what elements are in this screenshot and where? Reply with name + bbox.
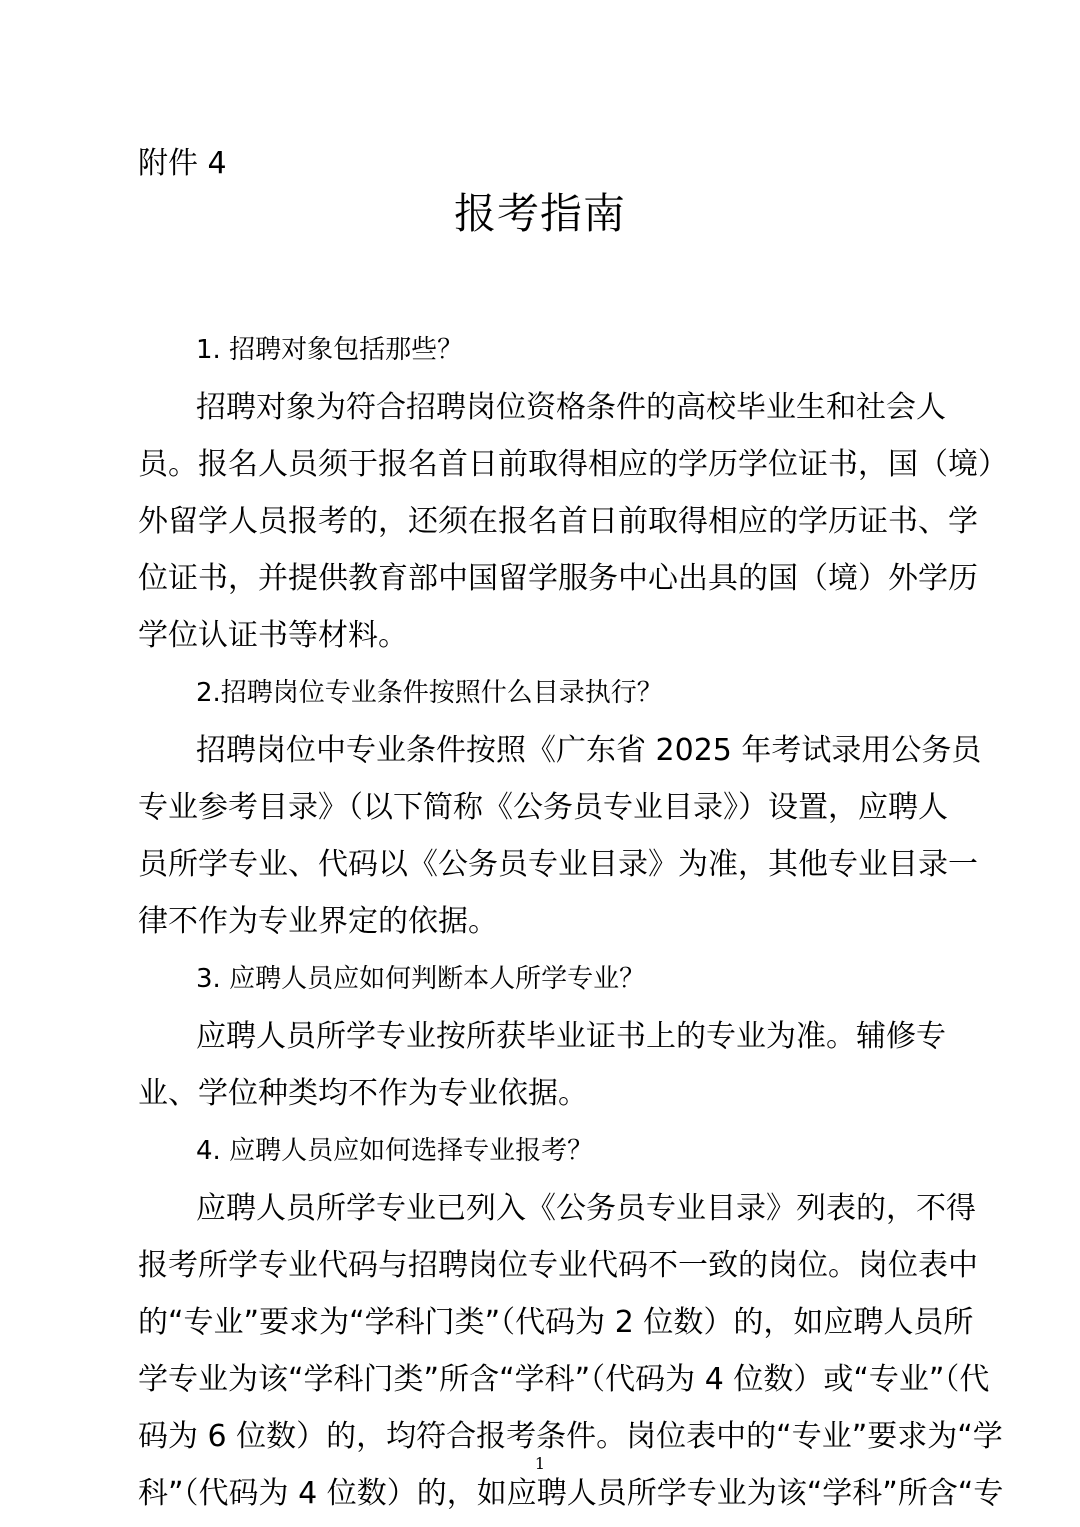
answer-1-line-5: 学位认证书等材料。: [138, 618, 408, 653]
answer-4-line-3: 的“专业”要求为“学科门类”（代码为 2 位数）的，如应聘人员所: [138, 1305, 974, 1340]
answer-1-line-3: 外留学人员报考的，还须在报名首日前取得相应的学历证书、学: [138, 504, 978, 539]
attachment-label: 附件 4: [138, 146, 227, 181]
answer-1-line-1: 招聘对象为符合招聘岗位资格条件的高校毕业生和社会人: [196, 390, 946, 425]
answer-1-line-2: 员。报名人员须于报名首日前取得相应的学历学位证书，国（境）: [138, 447, 1008, 482]
question-2: 2.招聘岗位专业条件按照什么目录执行？: [196, 678, 663, 708]
answer-3-line-1: 应聘人员所学专业按所获毕业证书上的专业为准。辅修专: [196, 1019, 946, 1054]
answer-4-line-6: 科”（代码为 4 位数）的，如应聘人员所学专业为该“学科”所含“专: [138, 1476, 1004, 1511]
answer-2-line-3: 员所学专业、代码以《公务员专业目录》为准，其他专业目录一: [138, 847, 978, 882]
answer-4-line-4: 学专业为该“学科门类”所含“学科”（代码为 4 位数）或“专业”（代: [138, 1362, 990, 1397]
answer-2-line-4: 律不作为专业界定的依据。: [138, 904, 498, 939]
question-4: 4. 应聘人员应如何选择专业报考？: [196, 1136, 594, 1166]
question-1: 1. 招聘对象包括那些？: [196, 335, 464, 365]
answer-4-line-2: 报考所学专业代码与招聘岗位专业代码不一致的岗位。岗位表中: [138, 1248, 978, 1283]
answer-2-line-2: 专业参考目录》（以下简称《公务员专业目录》）设置，应聘人: [138, 790, 948, 825]
page-number: 1: [534, 1454, 546, 1473]
document-title: 报考指南: [453, 189, 626, 238]
answer-3-line-2: 业、学位种类均不作为专业依据。: [138, 1076, 588, 1111]
document-body: [138, 321, 1008, 1522]
answer-1-line-4: 位证书，并提供教育部中国留学服务中心出具的国（境）外学历: [138, 561, 978, 596]
question-3: 3. 应聘人员应如何判断本人所学专业？: [196, 964, 646, 994]
answer-4-line-5: 码为 6 位数）的，均符合报考条件。岗位表中的“专业”要求为“学: [138, 1419, 1003, 1454]
answer-2-line-1: 招聘岗位中专业条件按照《广东省 2025 年考试录用公务员: [196, 733, 982, 768]
answer-4-line-1: 应聘人员所学专业已列入《公务员专业目录》列表的，不得: [196, 1191, 976, 1226]
